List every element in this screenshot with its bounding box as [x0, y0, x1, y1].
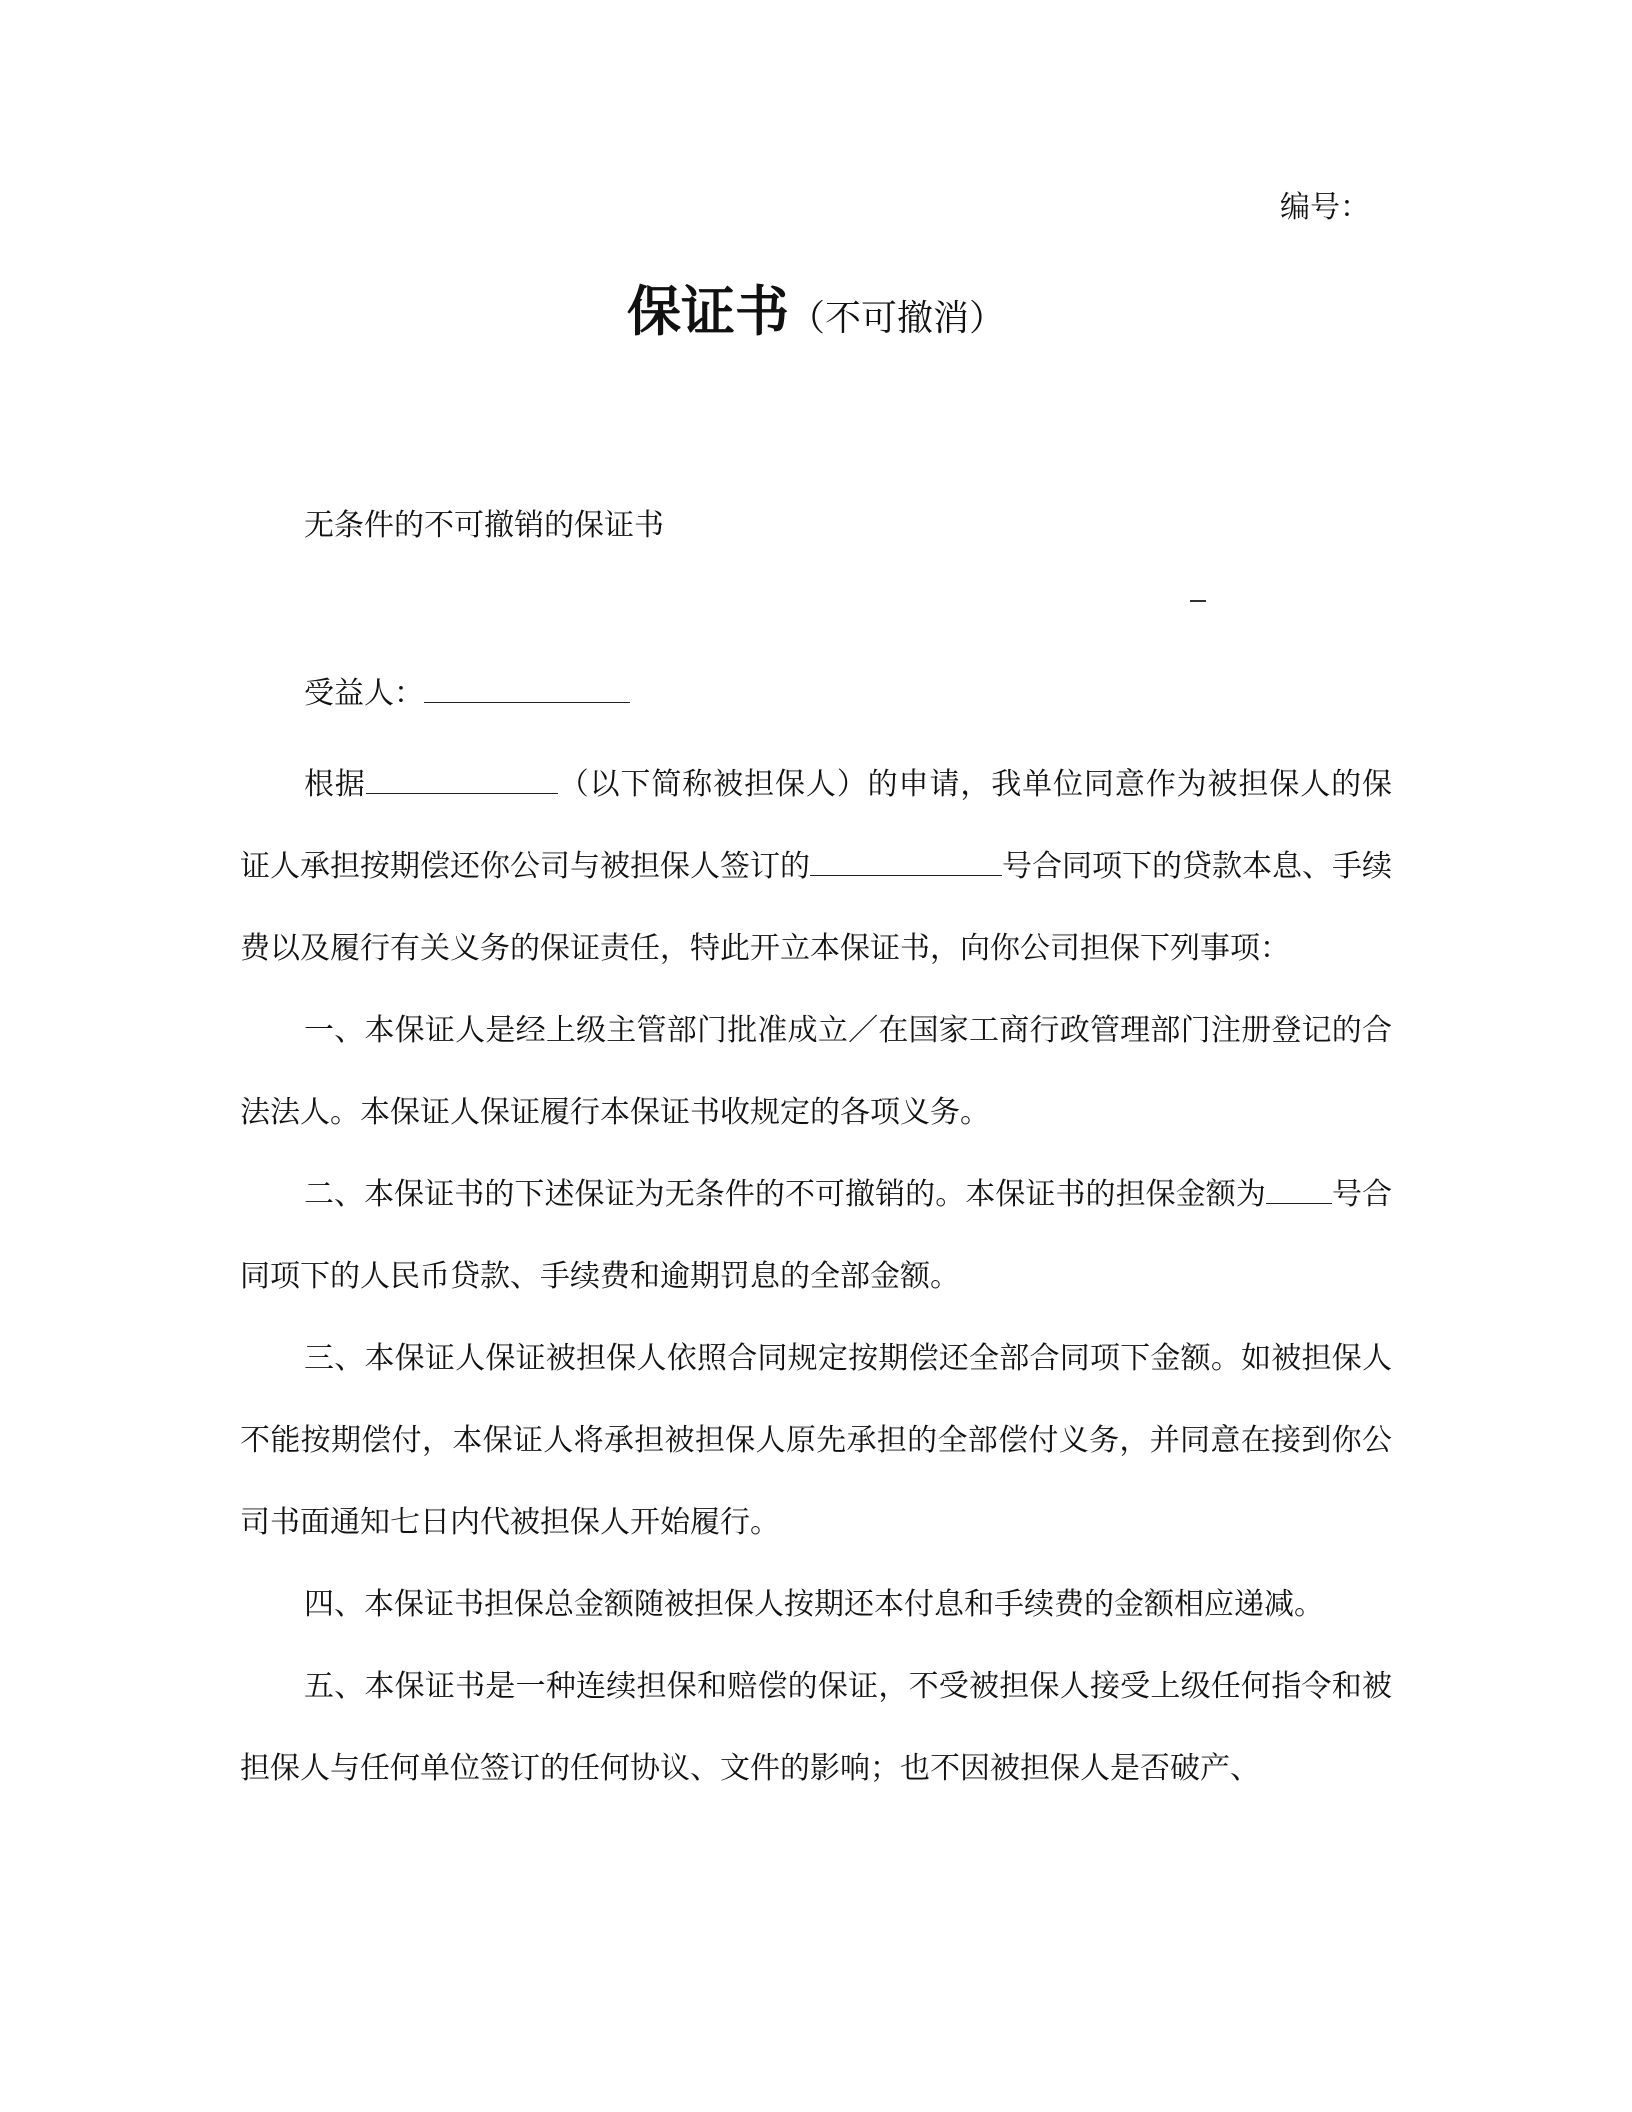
dash-mark [1190, 600, 1206, 602]
document-title [0, 276, 1632, 355]
title-main: 保证书 [626, 280, 789, 343]
clause-4: 四、本保证书担保总金额随被担保人按期还本付息和手续费的金额相应递减。 [304, 1587, 1324, 1622]
beneficiary-blank [424, 672, 630, 703]
clause-2-text-1: 二、本保证书的下述保证为无条件的不可撤销的。本保证书的担保金额为 [304, 1177, 1266, 1212]
clause-5: 五、本保证书是一种连续担保和赔偿的保证，不受被担保人接受上级任何指令和被担保人与任何单位签订的任何协议、文件的影响；也不因被担保人是否破产、 [240, 1669, 1392, 1786]
title-subtitle: （不可撤消） [788, 298, 1005, 339]
intro-text-2: （以下简称被担保人）的申请，我单位同意作为被担保人的保证人承担按期偿还你公司与被担保人签订的 [240, 767, 1393, 884]
beneficiary-line [304, 672, 630, 714]
clause-2-text-2: 号合同项下的人民币贷款、手续费和逾期罚息的全部金额。 [240, 1177, 1393, 1294]
intro-text-1: 根据 [304, 767, 366, 802]
intro-paragraph [240, 744, 1392, 990]
clause-1: 一、本保证人是经上级主管部门批准成立／在国家工商行政管理部门注册登记的合法法人。本保证人保证履行本保证书收规定的各项义务。 [240, 1013, 1392, 1130]
clause-3: 三、本保证人保证被担保人依照合同规定按期偿还全部合同项下金额。如被担保人不能按期偿付，本保证人将承担被担保人原先承担的全部偿付义务，并同意在接到你公司书面通知七日内代被担保人开始履行。 [240, 1341, 1392, 1540]
contract-number-blank [810, 845, 1002, 876]
document-body [240, 744, 1392, 1810]
beneficiary-label: 受益人： [304, 676, 424, 711]
amount-blank [1266, 1173, 1332, 1204]
guarantee-subtitle: 无条件的不可撤销的保证书 [304, 508, 664, 543]
document-number-label: 编号： [1280, 190, 1370, 225]
clause-2 [240, 1154, 1392, 1318]
applicant-blank [366, 763, 558, 794]
intro-text-3: 号合同项下的贷款本息、手续费以及履行有关义务的保证责任，特此开立本保证书，向你公司担保下列事项： [240, 849, 1392, 966]
